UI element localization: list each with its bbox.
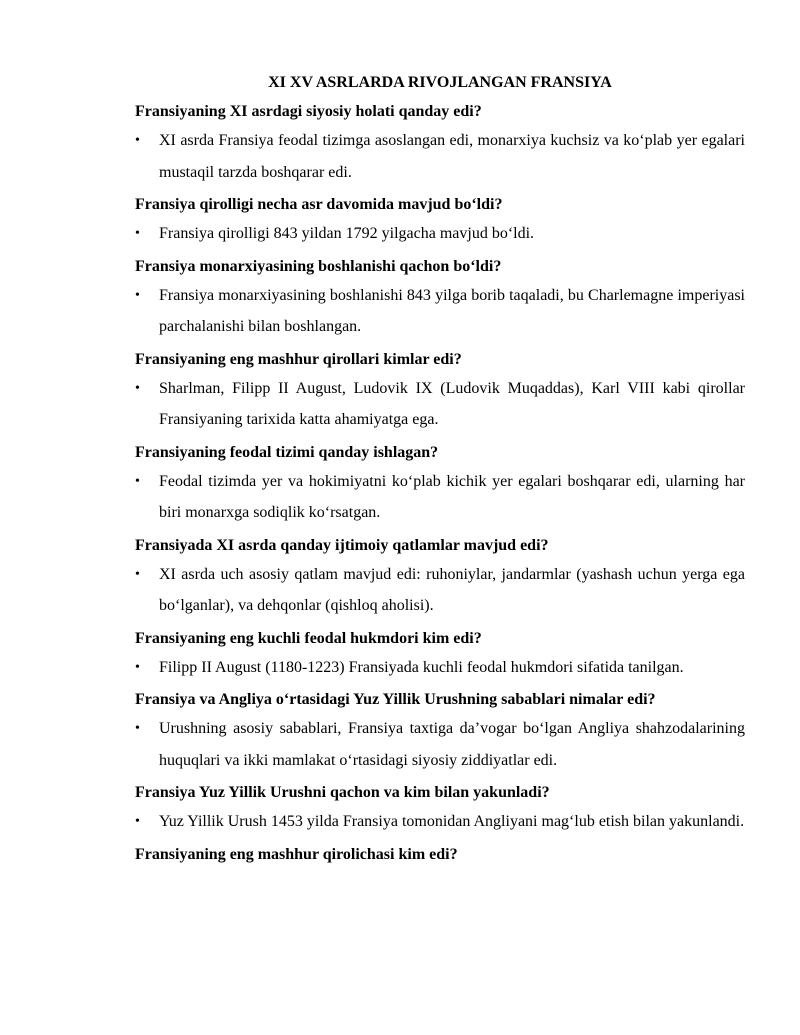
bullet-icon: • (135, 566, 140, 582)
question-text: Fransiyaning feodal tizimi qanday ishlagan? (135, 443, 439, 461)
question-text: Fransiyada XI asrda qanday ijtimoiy qatlamlar mavjud edi? (135, 536, 549, 554)
bullet-icon: • (135, 814, 140, 829)
list-item (135, 806, 745, 838)
bullet-icon: • (135, 380, 140, 396)
answer-text: Fransiya qirolligi 843 yildan 1792 yilgacha mavjud bo‘ldi. (159, 225, 535, 242)
bullet-icon: • (135, 287, 140, 303)
answer-text: Fransiya monarxiyasining boshlanishi 843 yilga borib taqaladi, bu Charlemagne imperiyasi parchalanishi bilan boshlangan. (159, 286, 745, 335)
bullet-icon: • (135, 133, 140, 148)
question-text: Fransiya qirolligi necha asr davomida mavjud bo‘ldi? (135, 196, 503, 213)
answer-text: Yuz Yillik Urush 1453 yilda Fransiya tomonidan Angliyani mag‘lub etish bilan yakunlandi. (159, 813, 745, 830)
answer-list (135, 559, 745, 622)
answer-list (135, 713, 745, 776)
question-text: Fransiyaning eng mashhur qirolichasi kim edi? (135, 845, 458, 863)
qa-block (135, 535, 745, 622)
qa-block (135, 844, 745, 866)
qa-block (135, 349, 745, 436)
answer-list (135, 280, 745, 343)
page-title: XI XV ASRLARDA RIVOJLANGAN FRANSIYA (268, 74, 612, 91)
list-item (135, 125, 745, 188)
qa-block (135, 689, 745, 776)
answer-list (135, 466, 745, 529)
answer-text: XI asrda uch asosiy qatlam mavjud edi: ruhoniylar, jandarmlar (yashash uchun yerga ega bo‘lganlar), va dehqonlar (qishloq aholisi). (159, 565, 745, 614)
qa-block (135, 442, 745, 529)
answer-text: Feodal tizimda yer va hokimiyatni ko‘plab kichik yer egalari boshqarar edi, ularning har biri monarxga sodiqlik ko‘rsatgan. (159, 472, 745, 521)
list-item (135, 713, 745, 776)
list-item (135, 466, 745, 529)
question-text: Fransiya monarxiyasining boshlanishi qachon bo‘ldi? (135, 257, 502, 275)
answer-list (135, 373, 745, 436)
answer-text: Filipp II August (1180-1223) Fransiyada kuchli feodal hukmdori sifatida tanilgan. (159, 658, 684, 676)
question-text: Fransiyaning eng kuchli feodal hukmdori kim edi? (135, 629, 482, 647)
bullet-icon: • (135, 721, 140, 736)
answer-text: Sharlman, Filipp II August, Ludovik IX (Ludovik Muqaddas), Karl VIII kabi qirollar Fransiyaning tarixida katta ahamiyatga ega. (159, 379, 745, 428)
bullet-icon: • (135, 473, 140, 489)
list-item (135, 652, 745, 684)
qa-block (135, 194, 745, 250)
answer-list (135, 125, 745, 188)
answer-list (135, 218, 745, 250)
qa-block (135, 256, 745, 343)
answer-text: XI asrda Fransiya feodal tizimga asoslangan edi, monarxiya kuchsiz va ko‘plab yer egalari mustaqil tarzda boshqarar edi. (159, 132, 745, 181)
question-text: Fransiyaning XI asrdagi siyosiy holati qanday edi? (135, 103, 482, 120)
question-text: Fransiya va Angliya o‘rtasidagi Yuz Yillik Urushning sabablari nimalar edi? (135, 691, 656, 708)
answer-list (135, 806, 745, 838)
answer-list (135, 652, 745, 684)
list-item (135, 373, 745, 436)
qa-block (135, 101, 745, 188)
list-item (135, 280, 745, 343)
document-page (135, 72, 745, 872)
qa-block (135, 782, 745, 838)
bullet-icon: • (135, 659, 140, 675)
list-item (135, 559, 745, 622)
bullet-icon: • (135, 226, 140, 241)
answer-text: Urushning asosiy sabablari, Fransiya taxtiga da’vogar bo‘lgan Angliya shahzodalarining huquqlari va ikki mamlakat o‘rtasidagi siyosiy ziddiyatlar edi. (159, 720, 745, 769)
list-item (135, 218, 745, 250)
qa-block (135, 628, 745, 684)
question-text: Fransiyaning eng mashhur qirollari kimlar edi? (135, 350, 462, 368)
question-text: Fransiya Yuz Yillik Urushni qachon va kim bilan yakunladi? (135, 784, 550, 801)
